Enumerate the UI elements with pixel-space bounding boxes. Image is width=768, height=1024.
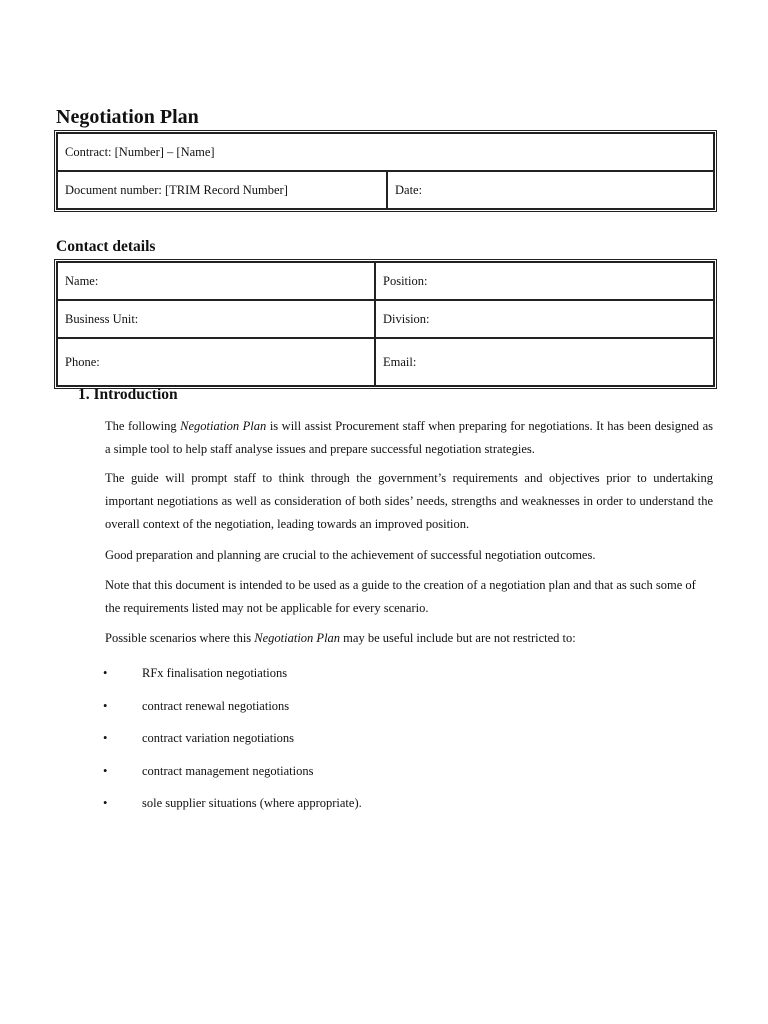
contact-details-heading: Contact details xyxy=(56,238,156,255)
intro-paragraph-3: Good preparation and planning are crucial to the achievement of successful negotiation outcomes. xyxy=(105,548,596,562)
contract-field[interactable]: Contract: [Number] – [Name] xyxy=(57,133,714,171)
phone-field[interactable]: Phone: xyxy=(57,338,375,386)
intro-paragraph-1: The following Negotiation Plan is will assist Procurement staff when preparing for negotiations. It has been designed as a simple tool to help staff analyse issues and prepare successful negotiation strategies. xyxy=(105,419,713,456)
negotiation-plan-emphasis: Negotiation Plan xyxy=(180,419,267,433)
list-item: • sole supplier situations (where appropriate). xyxy=(103,792,362,825)
business-unit-field[interactable]: Business Unit: xyxy=(57,300,375,338)
introduction-heading: 1. Introduction xyxy=(78,386,178,403)
list-item: • contract management negotiations xyxy=(103,760,362,793)
document-number-field[interactable]: Document number: [TRIM Record Number] xyxy=(57,171,387,209)
intro-paragraph-5: Possible scenarios where this Negotiation Plan may be useful include but are not restricted to: xyxy=(105,631,576,645)
bullet-icon: • xyxy=(103,731,108,745)
contact-details-table xyxy=(56,261,715,387)
bullet-icon: • xyxy=(103,666,108,680)
name-field[interactable]: Name: xyxy=(57,262,375,300)
scenario-list xyxy=(103,662,362,825)
division-field[interactable]: Division: xyxy=(375,300,714,338)
email-field[interactable]: Email: xyxy=(375,338,714,386)
bullet-icon: • xyxy=(103,796,108,810)
negotiation-plan-emphasis: Negotiation Plan xyxy=(254,631,341,645)
intro-paragraph-4: Note that this document is intended to be used as a guide to the creation of a negotiation plan and that as such some of the requirements listed may not be applicable for every scenario. xyxy=(105,578,696,615)
page-title: Negotiation Plan xyxy=(56,106,199,128)
date-field[interactable]: Date: xyxy=(387,171,714,209)
list-item: • contract renewal negotiations xyxy=(103,695,362,728)
list-item: • RFx finalisation negotiations xyxy=(103,662,362,695)
bullet-icon: • xyxy=(103,763,108,778)
contract-info-table xyxy=(56,132,715,210)
position-field[interactable]: Position: xyxy=(375,262,714,300)
bullet-icon: • xyxy=(103,698,108,713)
list-item: • contract variation negotiations xyxy=(103,727,362,760)
intro-paragraph-2: The guide will prompt staff to think through the government’s requirements and objectives prior to undertaking important negotiations as well as consideration of both sides’ needs, strengths and weaknesses in order to understand the overall context of the negotiation, leading towards an improved position. xyxy=(105,471,713,531)
